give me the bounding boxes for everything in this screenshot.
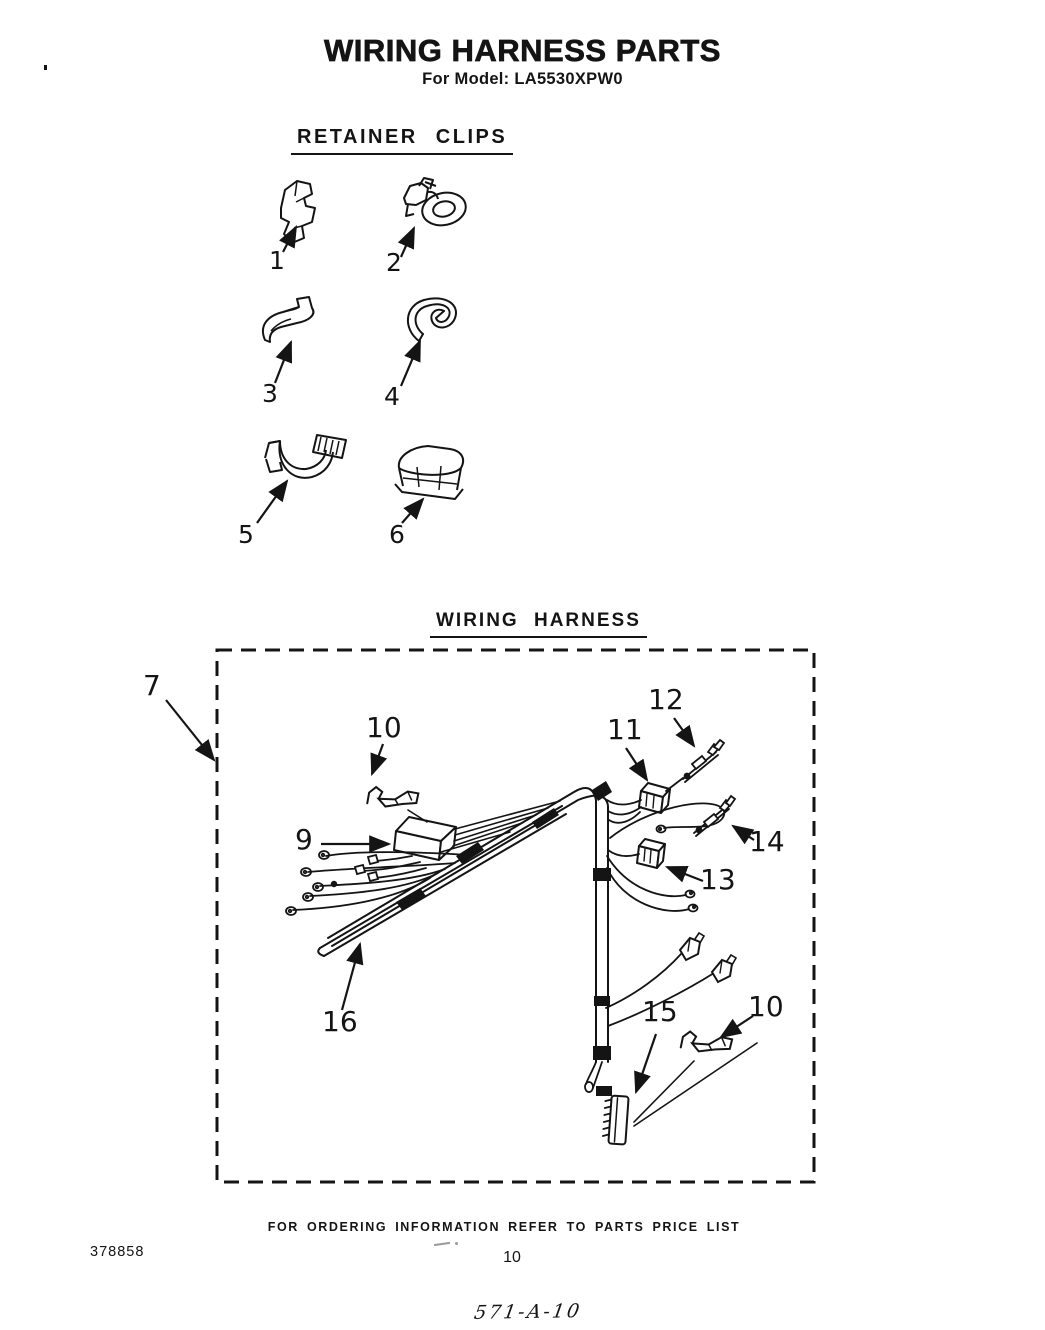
clip-1-label: 1 [269, 246, 285, 275]
print-smudge-dot [455, 1242, 458, 1245]
callout-11-label: 11 [607, 713, 643, 746]
arrow-3 [275, 342, 291, 383]
arrow-7 [166, 700, 214, 760]
model-subtitle: For Model: LA5530XPW0 [422, 70, 623, 88]
clip-3-label: 3 [262, 379, 278, 408]
callout-15-label: 15 [642, 995, 678, 1028]
callout-7-label: 7 [143, 669, 161, 702]
plate-code: 571-A-10 [472, 1300, 584, 1324]
clip-6-drawing [395, 446, 463, 499]
arrow-13 [667, 867, 703, 881]
part-15-connector [602, 1095, 628, 1144]
retainer-clips-heading: RETAINER CLIPS [291, 126, 513, 155]
clip-1-drawing [281, 181, 315, 243]
callout-arrows [166, 227, 754, 1092]
harness-dashed-boundary [217, 650, 814, 1182]
arrow-10-top [372, 744, 383, 774]
arrow-6 [402, 499, 423, 523]
callout-9-label: 9 [295, 823, 313, 856]
arrow-4 [401, 341, 420, 386]
part-10-clip-bottom [678, 1025, 733, 1058]
callout-16-label: 16 [322, 1005, 358, 1038]
clip-3-drawing [263, 297, 313, 342]
arrow-16 [342, 944, 360, 1010]
page-title: WIRING HARNESS PARTS [324, 33, 721, 68]
callout-14-label: 14 [749, 825, 785, 858]
part-12-terminal-chain [683, 740, 724, 782]
callout-10-bottom-label: 10 [748, 990, 784, 1023]
arrow-5 [257, 481, 287, 523]
wire-fan [286, 851, 470, 915]
clip-2-label: 2 [386, 248, 402, 277]
clip-5-label: 5 [238, 520, 254, 549]
arrow-15 [636, 1034, 656, 1092]
clip-2-drawing [404, 178, 469, 229]
clip-4-drawing [408, 298, 456, 341]
clip-4-label: 4 [384, 382, 400, 411]
arrow-2 [401, 228, 414, 257]
page-number: 10 [503, 1249, 521, 1266]
ordering-note: FOR ORDERING INFORMATION REFER TO PARTS PRICE LIST [267, 1220, 741, 1234]
clip-6-label: 6 [389, 520, 405, 549]
harness-diagram [286, 740, 757, 1145]
arrow-11 [626, 748, 647, 780]
part-11-connector [639, 783, 670, 813]
callout-10-top-label: 10 [366, 711, 402, 744]
arrow-12 [674, 718, 694, 746]
callout-12-label: 12 [648, 683, 684, 716]
wiring-harness-heading: WIRING HARNESS [430, 610, 647, 638]
callout-13-label: 13 [700, 863, 736, 896]
part-10-clip-top [364, 779, 420, 813]
part-13-connector [637, 839, 665, 868]
block-to-trunk-wires [441, 801, 560, 852]
clip-5-drawing [265, 435, 346, 478]
document-number: 378858 [90, 1244, 145, 1260]
clip-attachment-leaders [634, 1043, 757, 1126]
part-14-loop-and-chain [610, 796, 735, 838]
part-13-wire [608, 850, 639, 856]
harness-trunk [328, 781, 612, 1096]
